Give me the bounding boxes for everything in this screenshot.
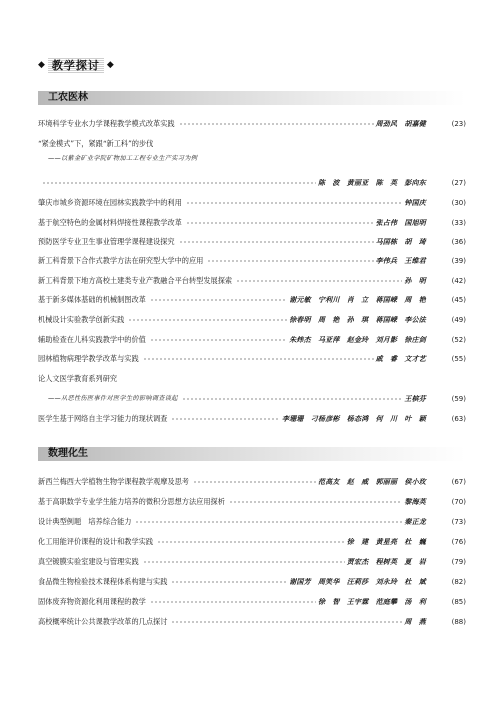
dot-leader bbox=[143, 356, 374, 362]
toc-entry[interactable] bbox=[38, 373, 466, 385]
page-number: (30) bbox=[451, 199, 466, 207]
article-title: 新西兰梅西大学植物生物学课程教学观摩及思考 bbox=[38, 477, 189, 486]
page-number: (42) bbox=[451, 277, 466, 285]
dot-leader bbox=[150, 297, 287, 303]
article-title: 机械设计实验教学创新实践 bbox=[38, 315, 125, 324]
toc-entry[interactable] bbox=[38, 516, 466, 528]
page-number: (39) bbox=[451, 257, 466, 265]
section-heading-bar bbox=[38, 91, 466, 105]
dot-leader bbox=[150, 337, 287, 343]
toc-entry[interactable] bbox=[38, 413, 466, 425]
article-authors: 钟国庆 bbox=[404, 198, 426, 207]
toc-entry[interactable] bbox=[38, 255, 466, 267]
page-number: (23) bbox=[451, 120, 466, 128]
article-title: 基于高职数学专业学生能力培养的微积分思想方法应用探析 bbox=[38, 497, 225, 506]
toc-entry[interactable] bbox=[38, 118, 466, 130]
dot-leader bbox=[150, 599, 316, 605]
column-header bbox=[38, 56, 114, 74]
toc-entry[interactable] bbox=[38, 294, 466, 306]
toc-entry[interactable] bbox=[38, 596, 466, 608]
toc-entry-row bbox=[38, 334, 466, 346]
article-authors: 孙 明 bbox=[404, 276, 426, 285]
toc-entry[interactable] bbox=[38, 496, 466, 508]
toc-entry[interactable] bbox=[38, 314, 466, 326]
toc-entry[interactable] bbox=[38, 353, 466, 365]
article-authors: 周 燕 bbox=[404, 617, 426, 626]
article-authors: 马国栋 胡 琦 bbox=[375, 237, 426, 246]
toc-entry-row bbox=[38, 138, 466, 150]
page-number: (45) bbox=[451, 296, 466, 304]
toc-entry-row bbox=[38, 496, 466, 508]
toc-entry[interactable] bbox=[38, 476, 466, 488]
page-number: (67) bbox=[451, 478, 466, 486]
toc-entry[interactable] bbox=[38, 275, 466, 287]
section-title: 数理化生 bbox=[48, 448, 88, 459]
toc-entry-row bbox=[38, 616, 466, 628]
article-title: 肇庆市城乡资源环境在园林实践教学中的利用 bbox=[38, 198, 182, 207]
toc-entry[interactable] bbox=[38, 616, 466, 628]
page-number: (70) bbox=[451, 498, 466, 506]
toc-entry-row bbox=[38, 197, 466, 209]
article-title: 辅助检查在儿科实践教学中的价值 bbox=[38, 335, 146, 344]
dot-leader bbox=[135, 519, 402, 525]
article-title: 论人文医学教育系列研究 bbox=[38, 374, 118, 383]
toc-entry-row bbox=[38, 536, 466, 548]
toc-entry-row bbox=[38, 393, 466, 405]
toc-entry[interactable] bbox=[38, 177, 466, 189]
dot-leader bbox=[157, 539, 345, 545]
toc-entry-row bbox=[38, 516, 466, 528]
dot-leader bbox=[229, 499, 403, 505]
toc-entry-row bbox=[38, 476, 466, 488]
article-authors: 徐 建 黄星亮 杜 巍 bbox=[346, 537, 426, 546]
article-authors: 徐 智 王宇霖 范庭攀 汤 利 bbox=[318, 597, 426, 606]
toc-entry-row bbox=[38, 217, 466, 229]
article-title: 真空镀膜实验室建设与管理实践 bbox=[38, 557, 139, 566]
article-authors: 朱炜杰 马亚萍 赵金玲 刘月影 徐庄剑 bbox=[289, 335, 426, 344]
article-authors: 王槟芬 bbox=[404, 394, 426, 403]
article-title: 医学生基于网络自主学习能力的现状调查 bbox=[38, 414, 168, 423]
page-number: (33) bbox=[451, 219, 466, 227]
toc-entry-row bbox=[38, 373, 466, 385]
dot-leader bbox=[42, 180, 316, 186]
toc-entry-row bbox=[38, 275, 466, 287]
toc-entry-row bbox=[38, 236, 466, 248]
article-authors: 李珊珊 刁杨彦彬 杨态鸿 何 川 叶 颖 bbox=[282, 414, 426, 423]
toc-entry-row bbox=[38, 353, 466, 365]
article-authors: 周劲风 胡嘉健 bbox=[375, 119, 426, 128]
dot-leader bbox=[179, 121, 374, 127]
page-number: (36) bbox=[451, 238, 466, 246]
page-number: (79) bbox=[451, 558, 466, 566]
toc-entry[interactable] bbox=[38, 536, 466, 548]
article-authors: 贾宏杰 程树英 夏 岩 bbox=[346, 557, 426, 566]
dot-leader bbox=[143, 559, 345, 565]
article-authors: 黎海英 bbox=[404, 497, 426, 506]
article-authors: 秦正龙 bbox=[404, 517, 426, 526]
dot-leader bbox=[193, 479, 316, 485]
toc-entry[interactable] bbox=[38, 217, 466, 229]
section-heading-bar bbox=[38, 447, 466, 461]
section-title: 工农医林 bbox=[48, 92, 88, 103]
article-title: 预防医学专业卫生事业管理学课程建设探究 bbox=[38, 237, 175, 246]
toc-entry-row bbox=[38, 596, 466, 608]
article-title: 新工科背景下地方高校土建类专业产教融合平台转型发展探索 bbox=[38, 276, 233, 285]
toc-entry-row bbox=[38, 118, 466, 130]
toc-entry[interactable] bbox=[38, 334, 466, 346]
toc-entry[interactable] bbox=[38, 197, 466, 209]
article-authors: 范高友 赵 威 郭丽丽 侯小玫 bbox=[318, 477, 426, 486]
dot-leader bbox=[171, 579, 287, 585]
dot-leader bbox=[236, 278, 402, 284]
article-title: 园林植物病理学教学改革与实践 bbox=[38, 354, 139, 363]
dot-leader bbox=[186, 200, 403, 206]
page-number: (63) bbox=[451, 415, 466, 423]
dot-leader bbox=[171, 416, 280, 422]
dot-leader bbox=[171, 619, 402, 625]
toc-entry[interactable] bbox=[38, 236, 466, 248]
toc-entry[interactable] bbox=[38, 153, 466, 165]
toc-entry[interactable] bbox=[38, 393, 466, 405]
page-number: (59) bbox=[451, 395, 466, 403]
dot-leader bbox=[186, 220, 374, 226]
article-title: 基于航空特色的金属材料焊接性课程教学改革 bbox=[38, 218, 182, 227]
page-number: (27) bbox=[451, 179, 466, 187]
diamond-bullet-icon: ◆ bbox=[38, 59, 45, 70]
dot-leader bbox=[182, 396, 403, 402]
toc-entry-row bbox=[38, 177, 466, 189]
toc-entry-row bbox=[38, 153, 466, 165]
article-authors: 谢元敏 宁利川 肖 立 蒋国嵘 周 艳 bbox=[289, 295, 426, 304]
article-authors: 陈 波 黄丽亚 陈 英 彭向东 bbox=[318, 178, 426, 187]
article-title: 化工用能评价课程的设计和教学实践 bbox=[38, 537, 154, 546]
dot-leader bbox=[179, 239, 374, 245]
toc-entry-row bbox=[38, 576, 466, 588]
column-title: 教学探讨 bbox=[48, 57, 104, 73]
toc-entry-row bbox=[38, 255, 466, 267]
page-number: (82) bbox=[451, 578, 466, 586]
page-number: (49) bbox=[451, 316, 466, 324]
article-authors: 李伟兵 王维君 bbox=[375, 256, 426, 265]
article-title: ——以紫金矿业学院矿物加工工程专业生产实习为例 bbox=[48, 155, 198, 162]
diamond-bullet-icon: ◆ bbox=[106, 59, 114, 70]
article-title: 环境科学专业水力学课程教学模式改革实践 bbox=[38, 119, 175, 128]
article-title: 新工科背景下合作式教学方法在研究型大学中的应用 bbox=[38, 256, 204, 265]
toc-entry[interactable] bbox=[38, 576, 466, 588]
page-number: (55) bbox=[451, 355, 466, 363]
article-authors: 戚 睿 文才艺 bbox=[375, 354, 426, 363]
page-number: (73) bbox=[451, 518, 466, 526]
dot-leader bbox=[207, 258, 373, 264]
article-title: 高校概率统计公共课教学改革的几点探讨 bbox=[38, 617, 168, 626]
article-title: “紧金模式”下，紧跟“新工科”的步伐 bbox=[38, 139, 154, 148]
article-title: 设计典型例题 培养综合能力 bbox=[38, 517, 132, 526]
page-number: (88) bbox=[451, 618, 466, 626]
article-authors: 谢国芳 周笑华 汪莉莎 刘永玲 杜 斌 bbox=[289, 577, 426, 586]
article-title: 食品微生物检验技术课程体系构建与实践 bbox=[38, 577, 168, 586]
page-number: (76) bbox=[451, 538, 466, 546]
toc-entry-row bbox=[38, 556, 466, 568]
article-title: ——从恶性伤医事件对医学生的影响调查谈起 bbox=[48, 395, 178, 402]
article-authors: 张占伟 国旭明 bbox=[375, 218, 426, 227]
toc-entry-row bbox=[38, 413, 466, 425]
dot-leader bbox=[128, 317, 287, 323]
page-number: (52) bbox=[451, 336, 466, 344]
page-number: (85) bbox=[451, 598, 466, 606]
toc-entry[interactable] bbox=[38, 138, 466, 150]
article-title: 基于新多媒体基础的机械制图改革 bbox=[38, 295, 146, 304]
toc-entry-row bbox=[38, 294, 466, 306]
article-title: 固体废弃物资源化利用课程的教学 bbox=[38, 597, 146, 606]
toc-entry[interactable] bbox=[38, 556, 466, 568]
article-authors: 徐春明 周 艳 孙 琪 蒋国嵘 李公法 bbox=[289, 315, 426, 324]
toc-entry-row bbox=[38, 314, 466, 326]
